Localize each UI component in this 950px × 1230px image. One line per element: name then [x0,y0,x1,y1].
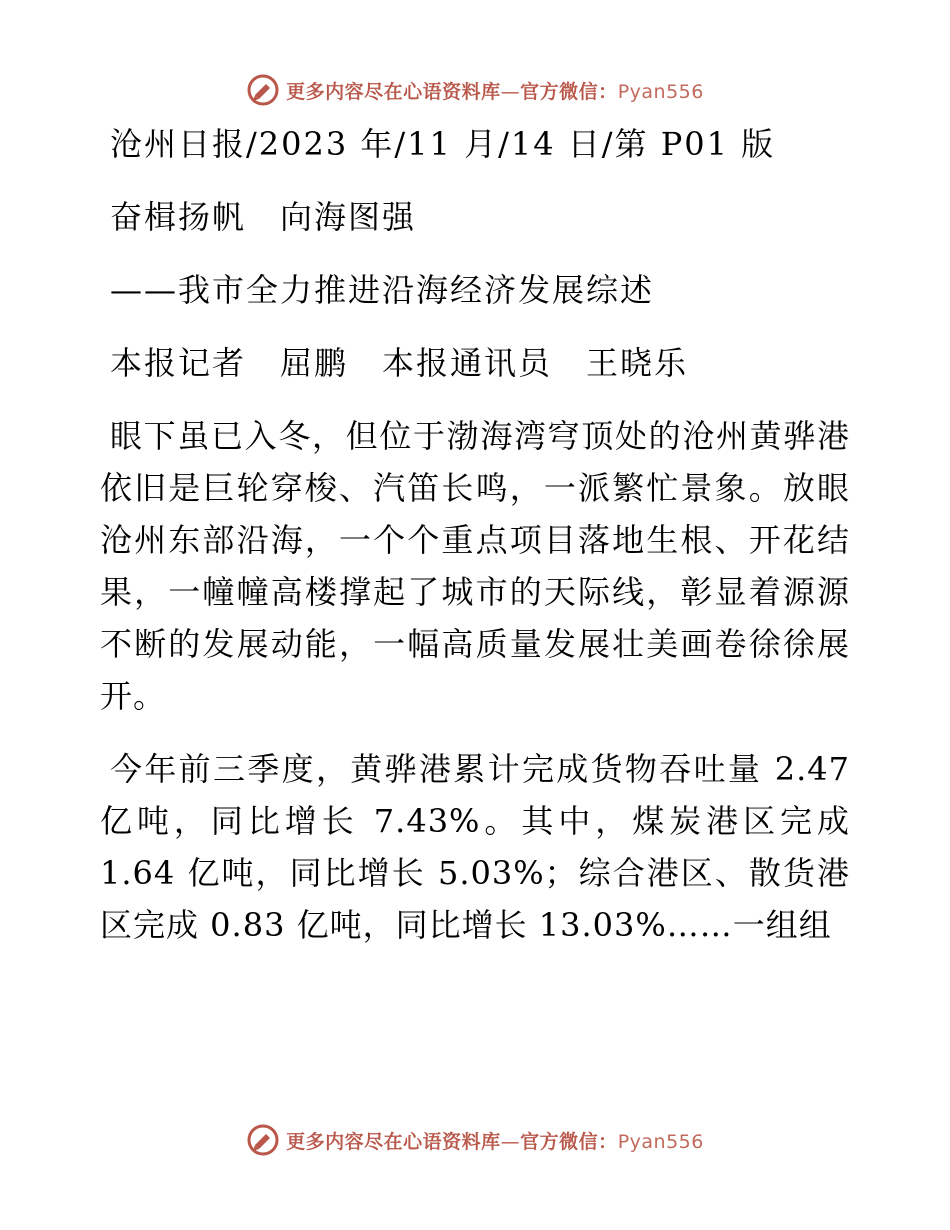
article-byline: 本报记者 屈鹏 本报通讯员 王晓乐 [110,344,689,382]
watermark-footer [0,1120,950,1160]
source-line: 沧州日报/2023 年/11 月/14 日/第 P01 版 [110,125,776,163]
article-body [100,118,850,972]
paragraph: 眼下虽已入冬，但位于渤海湾穹顶处的沧州黄骅港依旧是巨轮穿梭、汽笛长鸣，一派繁忙景象。放眼沧州东部沿海，一个个重点项目落地生根、开花结果，一幢幢高楼撑起了城市的天际线，彰显着源源不断的发展动能，一幅高质量发展壮美画卷徐徐展开。 [100,417,850,715]
watermark-text [286,77,704,104]
watermark-id: Pyan556 [617,80,704,103]
watermark-separator: — [500,1130,521,1153]
watermark-text [286,1127,704,1154]
paragraph: 今年前三季度，黄骅港累计完成货物吞吐量 2.47 亿吨，同比增长 7.43%。其中，煤炭港区完成 1.64 亿吨，同比增长 5.03%；综合港区、散货港区完成 0.83 亿吨，同比增长 13.03%……一组组 [100,750,850,944]
watermark-separator: — [500,80,521,103]
watermark-header [0,70,950,110]
watermark-main: 更多内容尽在心语资料库 [286,80,501,103]
watermark-id: Pyan556 [617,1130,704,1153]
article-subtitle: ——我市全力推进沿海经济发展综述 [110,271,655,309]
watermark-main: 更多内容尽在心语资料库 [286,1130,501,1153]
article-title: 奋楫扬帆 向海图强 [110,198,417,236]
book-pen-icon [246,73,280,107]
watermark-label: 官方微信： [520,80,618,103]
book-pen-icon [246,1123,280,1157]
watermark-label: 官方微信： [520,1130,618,1153]
